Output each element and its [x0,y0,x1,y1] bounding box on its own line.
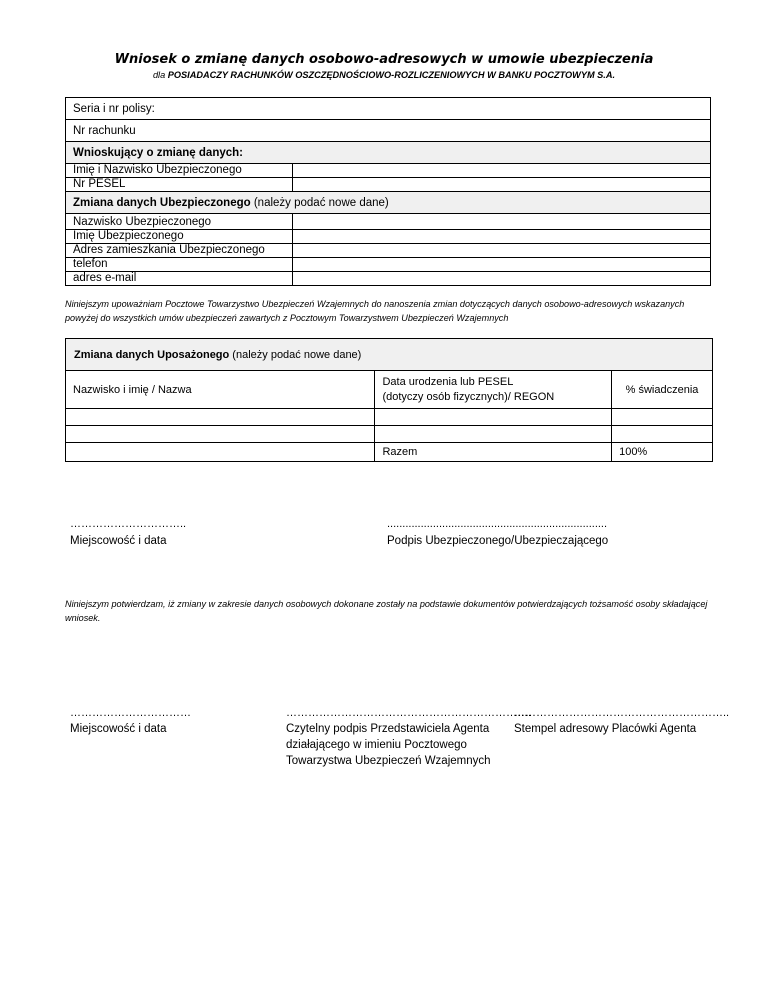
beneficiary-row-2-name[interactable] [66,426,375,443]
phone-input[interactable] [292,258,710,272]
col-percent-header: % świadczenia [612,371,713,409]
applicant-section-header: Wnioskujący o zmianę danych: [66,142,711,164]
surname-input[interactable] [292,214,710,230]
beneficiary-total-empty [66,443,375,462]
account-number-field[interactable]: Nr rachunku [66,120,711,142]
pesel-label: Nr PESEL [66,178,293,192]
agent-signature-label [286,721,491,769]
form-subtitle [0,70,768,80]
beneficiary-table [65,338,713,462]
agent-label-line1: Czytelny podpis Przedstawiciela Agenta [286,723,490,735]
total-value: 100% [612,443,713,462]
insured-change-note: (należy podać nowe dane) [250,196,389,209]
col-name-header: Nazwisko i imię / Nazwa [66,371,375,409]
beneficiary-row-1-percent[interactable] [612,409,713,426]
beneficiary-row-2-id[interactable] [375,426,612,443]
address-label: Adres zamieszkania Ubezpieczonego [66,244,293,258]
stamp-label: Stempel adresowy Placówki Agenta [514,723,697,735]
place-date-dots-2: …………………………… [70,707,191,719]
confirmation-text: Niniejszym potwierdzam, iż zmiany w zakresie danych osobowych dokonane zostały na podstawie dokumentów potwierdzających tożsamość osoby składającej wniosek. [65,599,708,623]
insured-change-title: Zmiana danych Ubezpieczonego [73,196,251,209]
subtitle-bold: POSIADACZY RACHUNKÓW OSZCZĘDNOŚCIOWO-ROZLICZENIOWYCH W BANKU POCZTOWYM S.A. [167,70,616,80]
beneficiary-title: Zmiana danych Uposażonego [74,348,230,361]
agent-signature-dots: …………………………………………………………. [286,707,532,719]
beneficiary-note: (należy podać nowe dane) [229,348,362,361]
phone-label: telefon [66,258,293,272]
insured-name-label: Imię i Nazwisko Ubezpieczonego [66,164,293,178]
col-id-line2: (dotyczy osób fizycznych)/ REGON [382,390,555,403]
form-title: Wniosek o zmianę danych osobowo-adresowych w umowie ubezpieczenia [114,52,654,67]
pesel-input[interactable] [292,178,710,192]
insured-signature-dots: ........................................................................ [387,518,608,530]
authorization-text: Niniejszym upoważniam Pocztowe Towarzystwo Ubezpieczeń Wzajemnych do nanoszenia zmian dotyczących danych osobowo-adresowych wskazanych powyżej do wszystkich umów ubezpieczeń zawartych z Pocztowym Towarzystwem Ubezpieczeń Wzajemnych [65,299,685,323]
stamp-dots: ………………………………………………….. [514,707,730,719]
col-id-header [375,371,612,409]
beneficiary-section-header [66,339,713,371]
address-input[interactable] [292,244,710,258]
email-label: adres e-mail [66,272,293,286]
beneficiary-row-1-name[interactable] [66,409,375,426]
agent-label-line3: Towarzystwa Ubezpieczeń Wzajemnych [286,755,491,767]
subtitle-prefix: dla [152,70,166,80]
policy-series-field[interactable]: Seria i nr polisy: [66,98,711,120]
place-date-label-1: Miejscowość i data [70,535,167,547]
total-label: Razem [375,443,612,462]
place-date-dots-1: ………………………….. [70,518,187,530]
insured-name-input[interactable] [292,164,710,178]
insured-change-section-header [66,192,711,214]
first-name-label: Imię Ubezpieczonego [66,230,293,244]
place-date-label-2: Miejscowość i data [70,723,167,735]
insured-signature-label: Podpis Ubezpieczonego/Ubezpieczającego [387,535,609,547]
beneficiary-row-1-id[interactable] [375,409,612,426]
email-input[interactable] [292,272,710,286]
col-id-line1: Data urodzenia lub PESEL [382,375,514,388]
agent-label-line2: działającego w imieniu Pocztowego [286,739,467,751]
first-name-input[interactable] [292,230,710,244]
surname-label: Nazwisko Ubezpieczonego [66,214,293,230]
beneficiary-row-2-percent[interactable] [612,426,713,443]
policy-data-table [65,97,711,286]
